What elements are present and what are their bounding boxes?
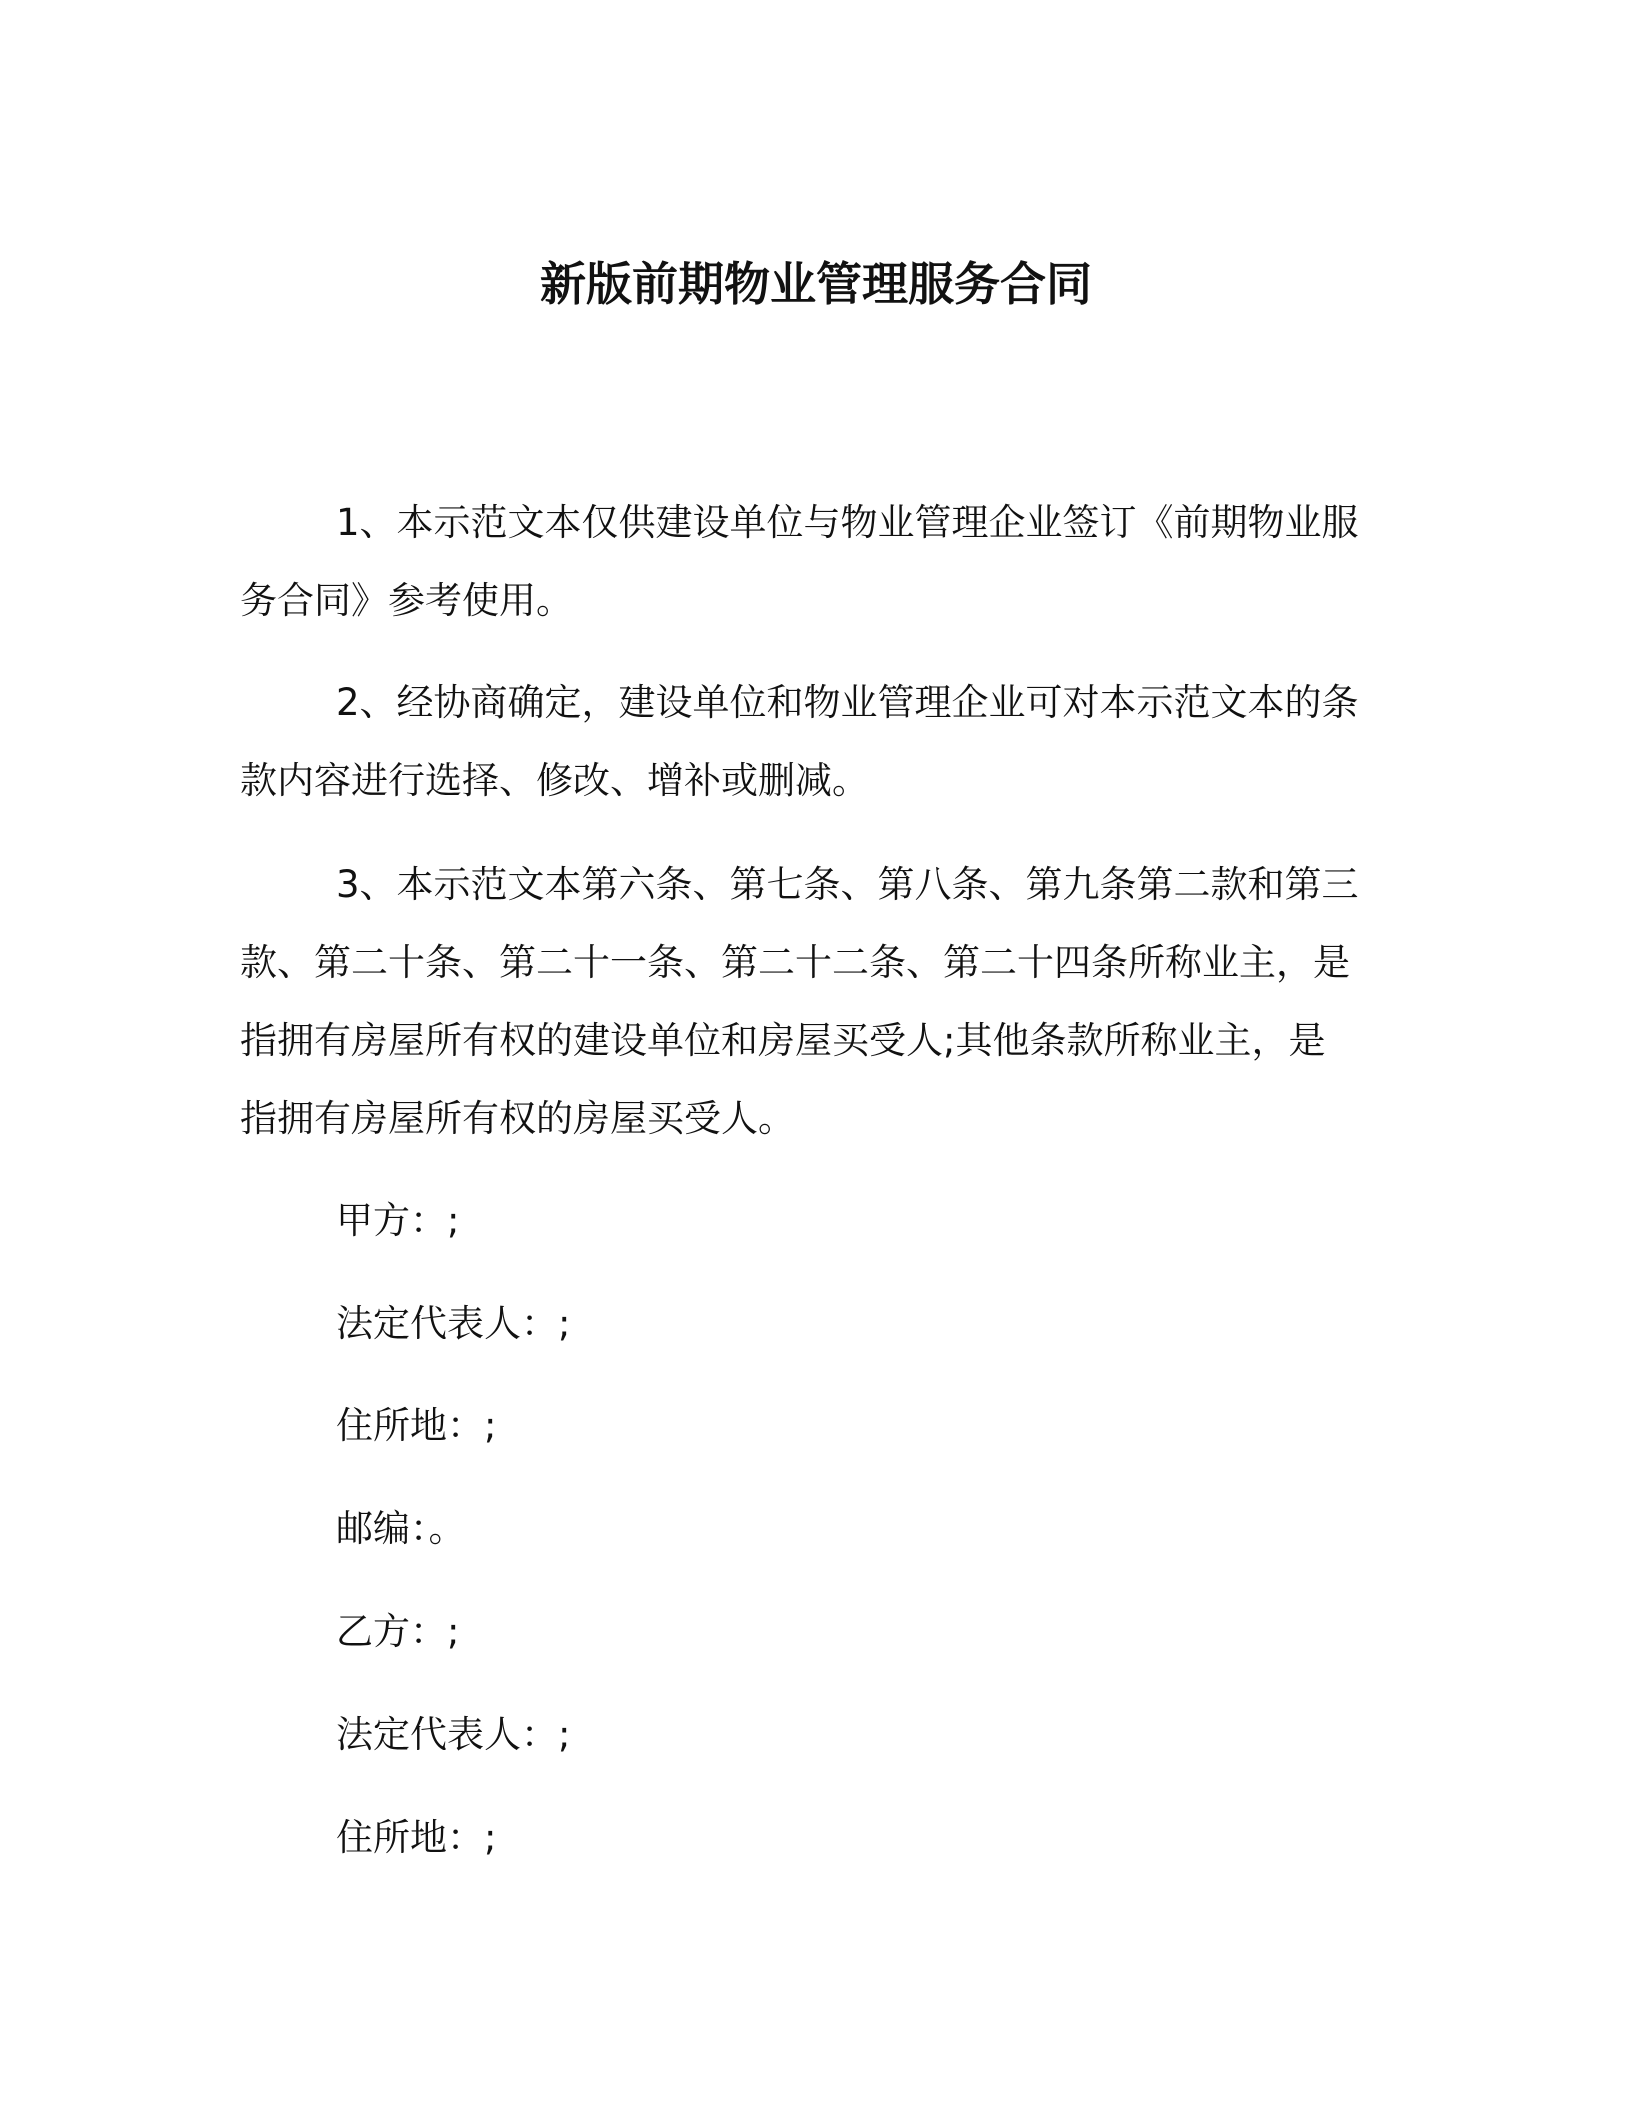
paragraph-negotiation-note: 2、经协商确定，建设单位和物业管理企业可对本示范文本的条款内容进行选择、修改、增补或删减。 <box>240 681 1359 802</box>
paragraph-owner-definition: 3、本示范文本第六条、第七条、第八条、第九条第二款和第三款、第二十条、第二十一条、第二十二条、第二十四条所称业主，是指拥有房屋所有权的建设单位和房屋买受人;其他条款所称业主，是指拥有房屋所有权的房屋买受人。 <box>240 863 1359 1140</box>
party-a-legal-representative-field: 法定代表人：; <box>336 1302 571 1345</box>
paragraph-usage-note: 1、本示范文本仅供建设单位与物业管理企业签订《前期物业服务合同》参考使用。 <box>240 501 1359 622</box>
party-a-postcode-field: 邮编：。 <box>336 1507 466 1550</box>
document-title: 新版前期物业管理服务合同 <box>540 256 1092 311</box>
party-b-address-field: 住所地：; <box>336 1816 497 1859</box>
party-a-field: 甲方：; <box>336 1199 460 1242</box>
party-a-address-field: 住所地：; <box>336 1404 497 1447</box>
party-b-field: 乙方：; <box>336 1610 460 1653</box>
party-b-legal-representative-field: 法定代表人：; <box>336 1713 571 1756</box>
